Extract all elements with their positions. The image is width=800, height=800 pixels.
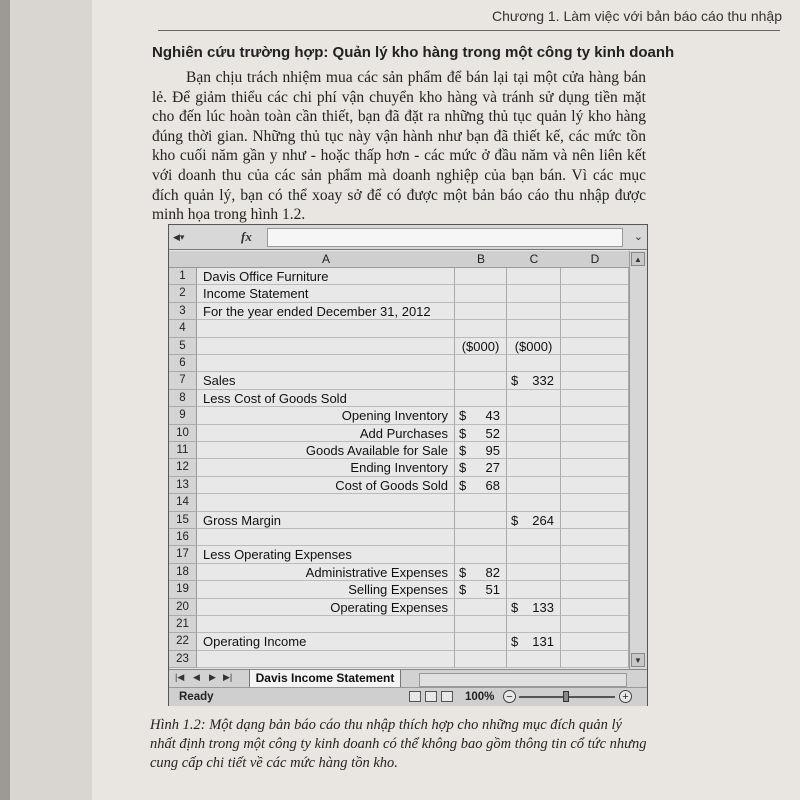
body-paragraph: Bạn chịu trách nhiệm mua các sản phẩm để bán lại tại một cửa hàng bán lẻ. Để giảm thiểu các chi phí vận chuyển kho hàng và tránh sử dụng tiền mặt cho đến lúc hoàn toàn cần thiết, bạn đã đặt ra những thủ tục quản lý kho hàng đúng thời gian. Những thủ tục này vận hành như bạn đã thiết kế, các mức tồn kho cuối năm gần y như - hoặc thấp hơn - các mức ở đầu năm và nên liên kết với doanh thu của các sản phẩm mà doanh nghiệp của bạn bán. Vì các mục đích quản lý, bạn có thể xoay sở để có được một bản báo cáo thu nhập được minh họa trong hình 1.2. [152, 69, 646, 224]
cell-b [455, 338, 507, 355]
row-number: 13 [169, 477, 197, 494]
select-all-corner [169, 251, 198, 268]
previous-page [10, 0, 92, 800]
cell-c [507, 529, 561, 546]
cell-d [561, 512, 629, 529]
cell-b [455, 459, 507, 476]
cell-value: 82 [485, 564, 500, 580]
cell-b [455, 581, 507, 598]
first-sheet-icon: |◀ [175, 672, 185, 682]
cell-a: Sales [197, 372, 455, 389]
cell-d [561, 372, 629, 389]
row-number: 10 [169, 425, 197, 442]
cell-c [507, 442, 561, 459]
page-break-icon [441, 691, 453, 702]
column-header-c: C [507, 251, 562, 268]
row-number: 21 [169, 616, 197, 633]
cell-d [561, 442, 629, 459]
cell-d [561, 581, 629, 598]
table-row [169, 633, 629, 650]
cell-c [507, 581, 561, 598]
next-sheet-icon: ▶ [209, 672, 216, 682]
scroll-up-icon: ▲ [631, 252, 645, 266]
table-row [169, 303, 629, 320]
cell-c [507, 355, 561, 372]
section-title: Nghiên cứu trường hợp: Quản lý kho hàng trong một công ty kinh doanh [152, 44, 675, 61]
table-row [169, 425, 629, 442]
sheet-tab-bar [169, 669, 647, 688]
cell-a [197, 355, 455, 372]
sheet-tab: Davis Income Statement [249, 670, 401, 688]
row-number: 2 [169, 285, 197, 302]
cell-b [455, 651, 507, 668]
currency-symbol: $ [459, 443, 467, 458]
table-row [169, 285, 629, 302]
name-box-dropdown-icon: ◀▾ [173, 232, 185, 242]
cell-a [197, 338, 455, 355]
cell-d [561, 651, 629, 668]
cell-c [507, 390, 561, 407]
cell-b [455, 372, 507, 389]
cell-c [507, 338, 561, 355]
cell-a: Administrative Expenses [197, 564, 455, 581]
cell-b [455, 616, 507, 633]
normal-view-icon [409, 691, 421, 702]
status-text: Ready [179, 691, 214, 703]
currency-symbol: $ [459, 477, 467, 493]
status-bar [169, 687, 647, 706]
cell-a [197, 494, 455, 511]
currency-symbol: $ [459, 425, 467, 441]
cell-a: Operating Expenses [197, 599, 455, 616]
currency-symbol: $ [511, 599, 519, 615]
table-row [169, 320, 629, 337]
zoom-in-icon: + [619, 690, 632, 703]
cell-c [507, 477, 561, 494]
currency-symbol: $ [511, 373, 519, 389]
cell-c [507, 599, 561, 616]
cell-value: 27 [485, 460, 500, 476]
cell-b [455, 512, 507, 529]
cell-a: Less Operating Expenses [197, 546, 455, 563]
cell-a: Goods Available for Sale [197, 442, 455, 459]
cell-d [561, 355, 629, 372]
row-number: 3 [169, 303, 197, 320]
table-row [169, 355, 629, 372]
row-number: 6 [169, 355, 197, 372]
header-rule [158, 30, 780, 31]
row-number: 15 [169, 512, 197, 529]
cell-value: ($000) [514, 338, 553, 354]
table-row [169, 546, 629, 563]
cell-d [561, 285, 629, 302]
page-layout-icon [425, 691, 437, 702]
cell-c [507, 459, 561, 476]
last-sheet-icon: ▶| [223, 672, 233, 682]
row-number: 11 [169, 442, 197, 459]
row-number: 4 [169, 320, 197, 337]
column-header-d: D [561, 251, 630, 268]
cell-b [455, 529, 507, 546]
cell-value: 133 [532, 599, 554, 615]
cell-b [455, 320, 507, 337]
cell-value: 52 [485, 425, 500, 441]
prev-sheet-icon: ◀ [193, 672, 200, 682]
cell-a: Ending Inventory [197, 459, 455, 476]
table-row [169, 268, 629, 285]
cell-c [507, 372, 561, 389]
cell-c [507, 320, 561, 337]
cell-b [455, 494, 507, 511]
row-number: 18 [169, 564, 197, 581]
table-row [169, 477, 629, 494]
zoom-level: 100% [465, 691, 495, 703]
cell-value: 43 [485, 408, 500, 424]
cell-c [507, 616, 561, 633]
currency-symbol: $ [459, 460, 467, 476]
row-number: 5 [169, 338, 197, 355]
cell-a [197, 320, 455, 337]
row-number: 19 [169, 581, 197, 598]
cell-d [561, 633, 629, 650]
cell-d [561, 564, 629, 581]
row-number: 8 [169, 390, 197, 407]
currency-symbol: $ [511, 512, 519, 528]
cell-d [561, 303, 629, 320]
scroll-down-icon: ▼ [631, 653, 645, 667]
row-number: 17 [169, 546, 197, 563]
cell-a: Davis Office Furniture [197, 268, 455, 285]
cell-b [455, 303, 507, 320]
cell-d [561, 390, 629, 407]
vertical-scrollbar [629, 251, 647, 669]
cell-c [507, 303, 561, 320]
row-number: 9 [169, 407, 197, 424]
row-number: 1 [169, 268, 197, 285]
cell-b [455, 633, 507, 650]
cell-c [507, 564, 561, 581]
table-row [169, 372, 629, 389]
cell-value: 51 [485, 582, 500, 598]
cell-c [507, 494, 561, 511]
table-row [169, 616, 629, 633]
cell-value: 131 [532, 634, 554, 650]
cell-a: Add Purchases [197, 425, 455, 442]
table-row [169, 564, 629, 581]
chapter-header: Chương 1. Làm việc với bản báo cáo thu nhập [491, 8, 782, 24]
cell-d [561, 529, 629, 546]
cell-a [197, 616, 455, 633]
cell-a: Opening Inventory [197, 407, 455, 424]
table-row [169, 529, 629, 546]
cell-value: 264 [532, 512, 554, 528]
cell-c [507, 651, 561, 668]
cell-a: Cost of Goods Sold [197, 477, 455, 494]
cell-b [455, 355, 507, 372]
cell-a [197, 529, 455, 546]
cell-d [561, 268, 629, 285]
row-number: 23 [169, 651, 197, 668]
cell-a: Gross Margin [197, 512, 455, 529]
cell-value: 68 [485, 477, 500, 493]
table-row [169, 512, 629, 529]
row-number: 14 [169, 494, 197, 511]
cell-value: 332 [532, 373, 554, 389]
figure-caption: Hình 1.2: Một dạng bản báo cáo thu nhập thích hợp cho những mục đích quản lý nhất định trong một công ty kinh doanh có thể không bao gồm thông tin cổ tức nhưng cung cấp chi tiết về các mức hàng tồn kho. [150, 717, 647, 771]
cell-value: 95 [485, 443, 500, 458]
zoom-slider-thumb [563, 691, 569, 702]
row-number: 22 [169, 633, 197, 650]
cell-c [507, 285, 561, 302]
row-number: 16 [169, 529, 197, 546]
cell-c [507, 268, 561, 285]
cell-a [197, 651, 455, 668]
cell-b [455, 599, 507, 616]
table-row [169, 651, 629, 668]
cell-value: ($000) [461, 338, 500, 354]
cell-c [507, 407, 561, 424]
function-icon: fx [241, 229, 252, 244]
formula-bar [169, 225, 647, 250]
horizontal-scrollbar [419, 673, 627, 687]
cell-d [561, 477, 629, 494]
cell-d [561, 494, 629, 511]
table-row [169, 390, 629, 407]
table-row [169, 581, 629, 598]
spreadsheet-figure [168, 224, 648, 706]
row-number: 20 [169, 599, 197, 616]
cell-d [561, 425, 629, 442]
cell-c [507, 512, 561, 529]
cell-b [455, 442, 507, 459]
table-row [169, 442, 629, 459]
cell-a: For the year ended December 31, 2012 [197, 303, 455, 320]
table-row [169, 599, 629, 616]
cell-d [561, 546, 629, 563]
currency-symbol: $ [459, 408, 467, 424]
row-number: 7 [169, 372, 197, 389]
cell-a: Less Cost of Goods Sold [197, 390, 455, 407]
cell-a: Selling Expenses [197, 581, 455, 598]
chevron-down-icon: ⌄ [633, 231, 643, 243]
cell-a: Operating Income [197, 633, 455, 650]
cell-b [455, 285, 507, 302]
cell-b [455, 546, 507, 563]
cell-b [455, 268, 507, 285]
currency-symbol: $ [459, 582, 467, 598]
table-row [169, 407, 629, 424]
zoom-out-icon: − [503, 690, 516, 703]
cell-d [561, 320, 629, 337]
table-row [169, 459, 629, 476]
cell-b [455, 564, 507, 581]
column-header-b: B [455, 251, 508, 268]
cell-c [507, 633, 561, 650]
cell-d [561, 338, 629, 355]
cell-b [455, 425, 507, 442]
cell-b [455, 407, 507, 424]
cell-b [455, 477, 507, 494]
formula-input [267, 228, 623, 247]
cell-a: Income Statement [197, 285, 455, 302]
cell-d [561, 616, 629, 633]
currency-symbol: $ [459, 564, 467, 580]
column-header-a: A [197, 251, 456, 268]
cell-c [507, 425, 561, 442]
cell-d [561, 407, 629, 424]
cell-d [561, 459, 629, 476]
cell-b [455, 390, 507, 407]
currency-symbol: $ [511, 634, 519, 650]
cell-d [561, 599, 629, 616]
table-row [169, 338, 629, 355]
table-row [169, 494, 629, 511]
row-number: 12 [169, 459, 197, 476]
cell-c [507, 546, 561, 563]
